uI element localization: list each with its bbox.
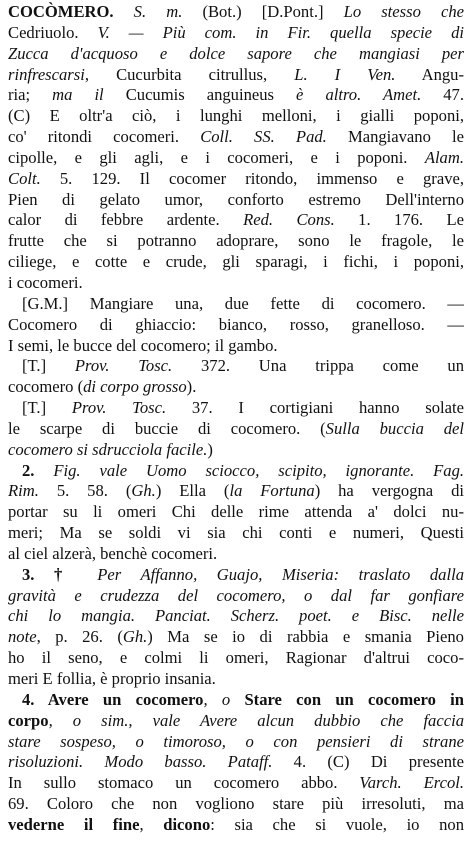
text-line [8, 606, 464, 627]
text-line [8, 356, 464, 377]
text-segment: Pien di gelato umor, conforto estremo Dell'interno [8, 189, 464, 209]
text-segment: co' ritondi cocomeri. [8, 127, 201, 147]
text-segment: Colt. [8, 168, 41, 188]
text-segment: Lo stesso che [343, 2, 464, 21]
text-segment: 4. (C) Di presente [272, 752, 464, 772]
text-segment: Cocomero di ghiaccio: bianco, rosso, granelloso. — [8, 314, 464, 334]
text-segment: I semi, le bucce del cocomero; il gambo. [8, 335, 278, 355]
text-segment: , Cucurbita citrullus, [84, 64, 295, 84]
text-segment: i cocomeri. [8, 272, 83, 292]
text-segment: cipolle, e gli agli, e i cocomeri, e i poponi. [8, 147, 425, 167]
text-line [8, 106, 464, 127]
text-segment: vederne il fine [8, 814, 140, 834]
text-segment: Alam. [424, 147, 464, 167]
text-line [8, 627, 464, 648]
text-segment: Mangiavano le [326, 127, 464, 147]
text-segment: stare sospeso, o timoroso, o con pensieri di strane [8, 731, 464, 751]
text-line [8, 815, 464, 836]
text-segment: 3. † [22, 564, 98, 584]
text-segment: Sulla buccia del [325, 418, 464, 438]
text-line [8, 481, 464, 502]
text-segment: 69. Coloro che non vogliono stare più irresoluti, ma [8, 794, 464, 814]
text-segment: 4. [22, 689, 48, 709]
text-line [8, 190, 464, 211]
text-line [8, 690, 464, 711]
text-segment: ) Ma se io di rabbia e smania Pieno [147, 627, 464, 647]
text-segment: frutte che si potranno adoprare, sono le fragole, le [8, 231, 464, 251]
text-segment: al ciel alzerà, benchè cocomeri. [8, 543, 218, 563]
text-segment: 37. I cortigiani hanno solate [166, 398, 464, 418]
text-segment: Prov. Tosc. [71, 398, 167, 418]
text-segment: 2. [22, 460, 54, 480]
text-segment: Rim. [8, 481, 39, 501]
text-line [8, 148, 464, 169]
text-segment: 1. 176. Le [334, 210, 464, 230]
text-segment: ho il seno, e colmi li omeri, Ragionar d'altrui coco- [8, 648, 464, 668]
text-segment: gravità e crudezza del cocomero, o dal far gonfiare [8, 585, 464, 605]
text-line [8, 23, 464, 44]
text-line [8, 440, 464, 461]
text-line [8, 648, 464, 669]
text-segment: Prov. Tosc. [74, 356, 173, 376]
text-segment: note [8, 627, 37, 647]
text-segment: corpo [8, 710, 49, 730]
text-line [8, 231, 464, 252]
text-segment: , p. 26. ( [36, 627, 123, 647]
text-segment: S. m. [113, 2, 183, 21]
text-segment: cocomero ( [8, 377, 84, 397]
text-segment: Cucumis anguineus [103, 85, 297, 105]
text-line [8, 523, 464, 544]
text-line [8, 315, 464, 336]
text-segment: cocomero si sdrucciola facile. [8, 439, 208, 459]
text-segment: le scarpe di buccie di cocomero. ( [8, 418, 326, 438]
text-segment: In sullo stomaco un cocomero abbo. [8, 773, 360, 793]
text-segment: 5. 58. ( [38, 481, 132, 501]
text-line [8, 377, 464, 398]
text-segment: calor di febbre ardente. [8, 210, 244, 230]
text-segment: di corpo grosso [83, 377, 187, 397]
text-line [8, 336, 464, 357]
text-line [8, 127, 464, 148]
text-line [8, 711, 464, 732]
text-line [8, 210, 464, 231]
text-segment: Angu- [395, 64, 464, 84]
text-segment: V. — Più com. in Fir. quella specie di [97, 22, 464, 42]
text-segment: Gh. [122, 627, 148, 647]
text-segment: [T.] [22, 356, 75, 376]
text-line [8, 586, 464, 607]
text-segment: (Bot.) [D.Pont.] [182, 2, 344, 21]
text-line [8, 732, 464, 753]
text-line [8, 44, 464, 65]
text-line [8, 169, 464, 190]
text-segment: [G.M.] Mangiare una, due fette di cocomero. — [22, 293, 464, 313]
text-segment: (C) E oltr'a ciò, i lunghi melloni, i gialli poponi, [8, 106, 464, 126]
text-segment: Red. Cons. [243, 210, 335, 230]
headword: COCÒMERO. [8, 2, 114, 21]
text-segment: , [139, 814, 164, 834]
text-segment: ) Ella ( [155, 481, 230, 501]
text-line [8, 752, 464, 773]
text-segment: Cedriuolo. [8, 22, 98, 42]
text-segment: Stare con un cocomero in [244, 689, 464, 709]
text-line [8, 502, 464, 523]
text-segment: 47. [421, 85, 464, 105]
text-line [8, 461, 464, 482]
text-segment: Zucca d'acquoso e dolce sapore che mangiasi per [8, 43, 464, 63]
text-line [8, 773, 464, 794]
text-line [8, 565, 464, 586]
text-segment: ciliege, e cotte e crude, gli sparagi, i fichi, i poponi, [8, 252, 464, 272]
text-line [8, 65, 464, 86]
text-segment: Avere un cocomero [47, 689, 204, 709]
text-segment: ma il [52, 85, 104, 105]
text-line [8, 669, 464, 690]
text-line [8, 419, 464, 440]
text-segment: Per Affanno, Guajo, Miseria: traslato dalla [97, 564, 464, 584]
text-segment: 372. Una trippa come un [172, 356, 464, 376]
text-segment: : sia che si vuole, io non [210, 814, 464, 834]
text-segment: è altro. Amet. [296, 85, 422, 105]
text-segment: dicono [163, 814, 211, 834]
text-line [8, 2, 464, 23]
text-segment: L. I Ven. [294, 64, 396, 84]
text-segment: ria; [8, 85, 53, 105]
text-line [8, 252, 464, 273]
text-segment: Gh. [131, 481, 156, 501]
entry-cocomero [8, 2, 464, 836]
text-line [8, 273, 464, 294]
text-segment: , o [203, 689, 245, 709]
text-segment: ). [186, 377, 197, 397]
text-line [8, 398, 464, 419]
text-segment: Varch. Ercol. [359, 773, 464, 793]
text-line [8, 85, 464, 106]
text-segment: 5. 129. Il cocomer ritondo, immenso e grave, [40, 168, 464, 188]
text-segment: , o sim., vale Avere alcun dubbio che faccia [48, 710, 464, 730]
text-segment: meri; Ma se soldi vi sia chi conti e numeri, Questi [8, 523, 464, 543]
text-segment: portar su li omeri Chi delle rime attenda a' dolci nu- [8, 502, 464, 522]
text-segment: [T.] [22, 398, 72, 418]
text-segment: rinfrescarsi [8, 64, 85, 84]
text-line [8, 294, 464, 315]
text-segment: ) [207, 439, 213, 459]
text-segment: chi lo mangia. Panciat. Scherz. poet. e Bisc. nelle [8, 606, 464, 626]
text-line [8, 794, 464, 815]
text-segment: meri E follia, è proprio insania. [8, 669, 216, 688]
text-line [8, 544, 464, 565]
text-segment: ) ha vergogna di [314, 481, 464, 501]
text-segment: Fig. vale Uomo sciocco, scipito, ignorante. Fag. [53, 460, 464, 480]
text-segment: risoluzioni. Modo basso. Pataff. [8, 752, 273, 772]
text-segment: Coll. SS. Pad. [200, 127, 327, 147]
text-segment: la Fortuna [229, 481, 315, 501]
